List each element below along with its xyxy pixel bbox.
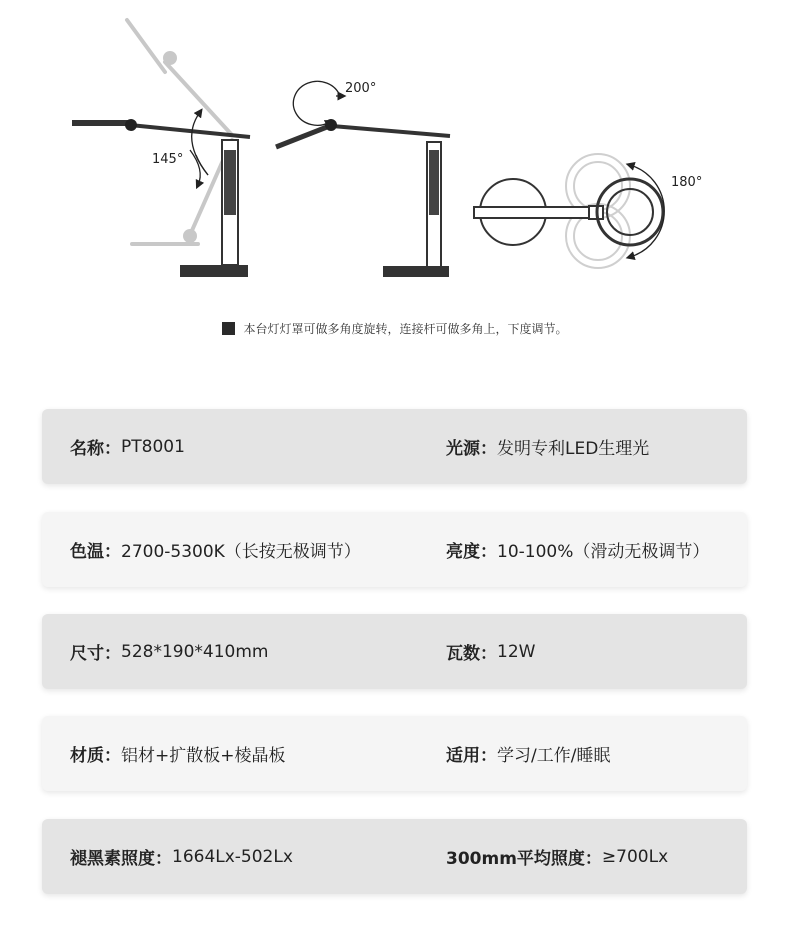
- angle-label-200: 200°: [345, 81, 377, 96]
- spec-value: ≥700Lx: [601, 846, 669, 867]
- lamp-head-tilt-diagram: [72, 20, 250, 277]
- spec-row: [42, 614, 747, 689]
- spec-key: 瓦数：: [446, 644, 497, 664]
- spec-key: 300mm平均照度：: [446, 849, 602, 869]
- spec-key: 褪黑素照度：: [70, 849, 172, 869]
- spec-key: 尺寸：: [70, 644, 121, 664]
- spec-value: 1664Lx-502Lx: [172, 846, 293, 867]
- spec-key: 色温：: [70, 542, 121, 562]
- spec-right: [446, 614, 535, 689]
- spec-left: [70, 409, 185, 484]
- spec-row: [42, 716, 747, 791]
- diagram-caption: [0, 320, 790, 337]
- caption-text: 本台灯灯罩可做多角度旋转，连接杆可做多角上，下度调节。: [243, 322, 568, 336]
- spec-left: [70, 614, 268, 689]
- spec-value: PT8001: [121, 436, 185, 457]
- spec-value: 铝材+扩散板+棱晶板: [121, 746, 286, 766]
- lamp-rotation-diagrams: [0, 0, 790, 300]
- spec-value: 528*190*410mm: [121, 641, 269, 662]
- spec-value: 10-100%（滑动无极调节）: [497, 542, 710, 562]
- angle-label-145: 145°: [152, 152, 184, 167]
- spec-key: 亮度：: [446, 542, 497, 562]
- spec-value: 12W: [497, 641, 536, 662]
- spec-row: [42, 409, 747, 484]
- spec-left: [70, 512, 361, 587]
- lamp-top-view-diagram: [474, 154, 702, 268]
- spec-key: 材质：: [70, 746, 121, 766]
- spec-row: [42, 512, 747, 587]
- spec-key: 名称：: [70, 439, 121, 459]
- lamp-arm-rotation-diagram: [276, 81, 450, 277]
- spec-value: 学习/工作/睡眠: [497, 746, 611, 766]
- angle-label-180: 180°: [671, 175, 703, 190]
- spec-row: [42, 819, 747, 894]
- spec-right: [446, 512, 709, 587]
- spec-key: 适用：: [446, 746, 497, 766]
- spec-right: [446, 716, 610, 791]
- spec-left: [70, 819, 293, 894]
- spec-right: [446, 409, 649, 484]
- spec-left: [70, 716, 286, 791]
- spec-value: 2700-5300K（长按无极调节）: [121, 542, 361, 562]
- caption-bullet-square: [222, 322, 235, 335]
- spec-right: [446, 819, 668, 894]
- spec-value: 发明专利LED生理光: [497, 439, 650, 459]
- spec-key: 光源：: [446, 439, 497, 459]
